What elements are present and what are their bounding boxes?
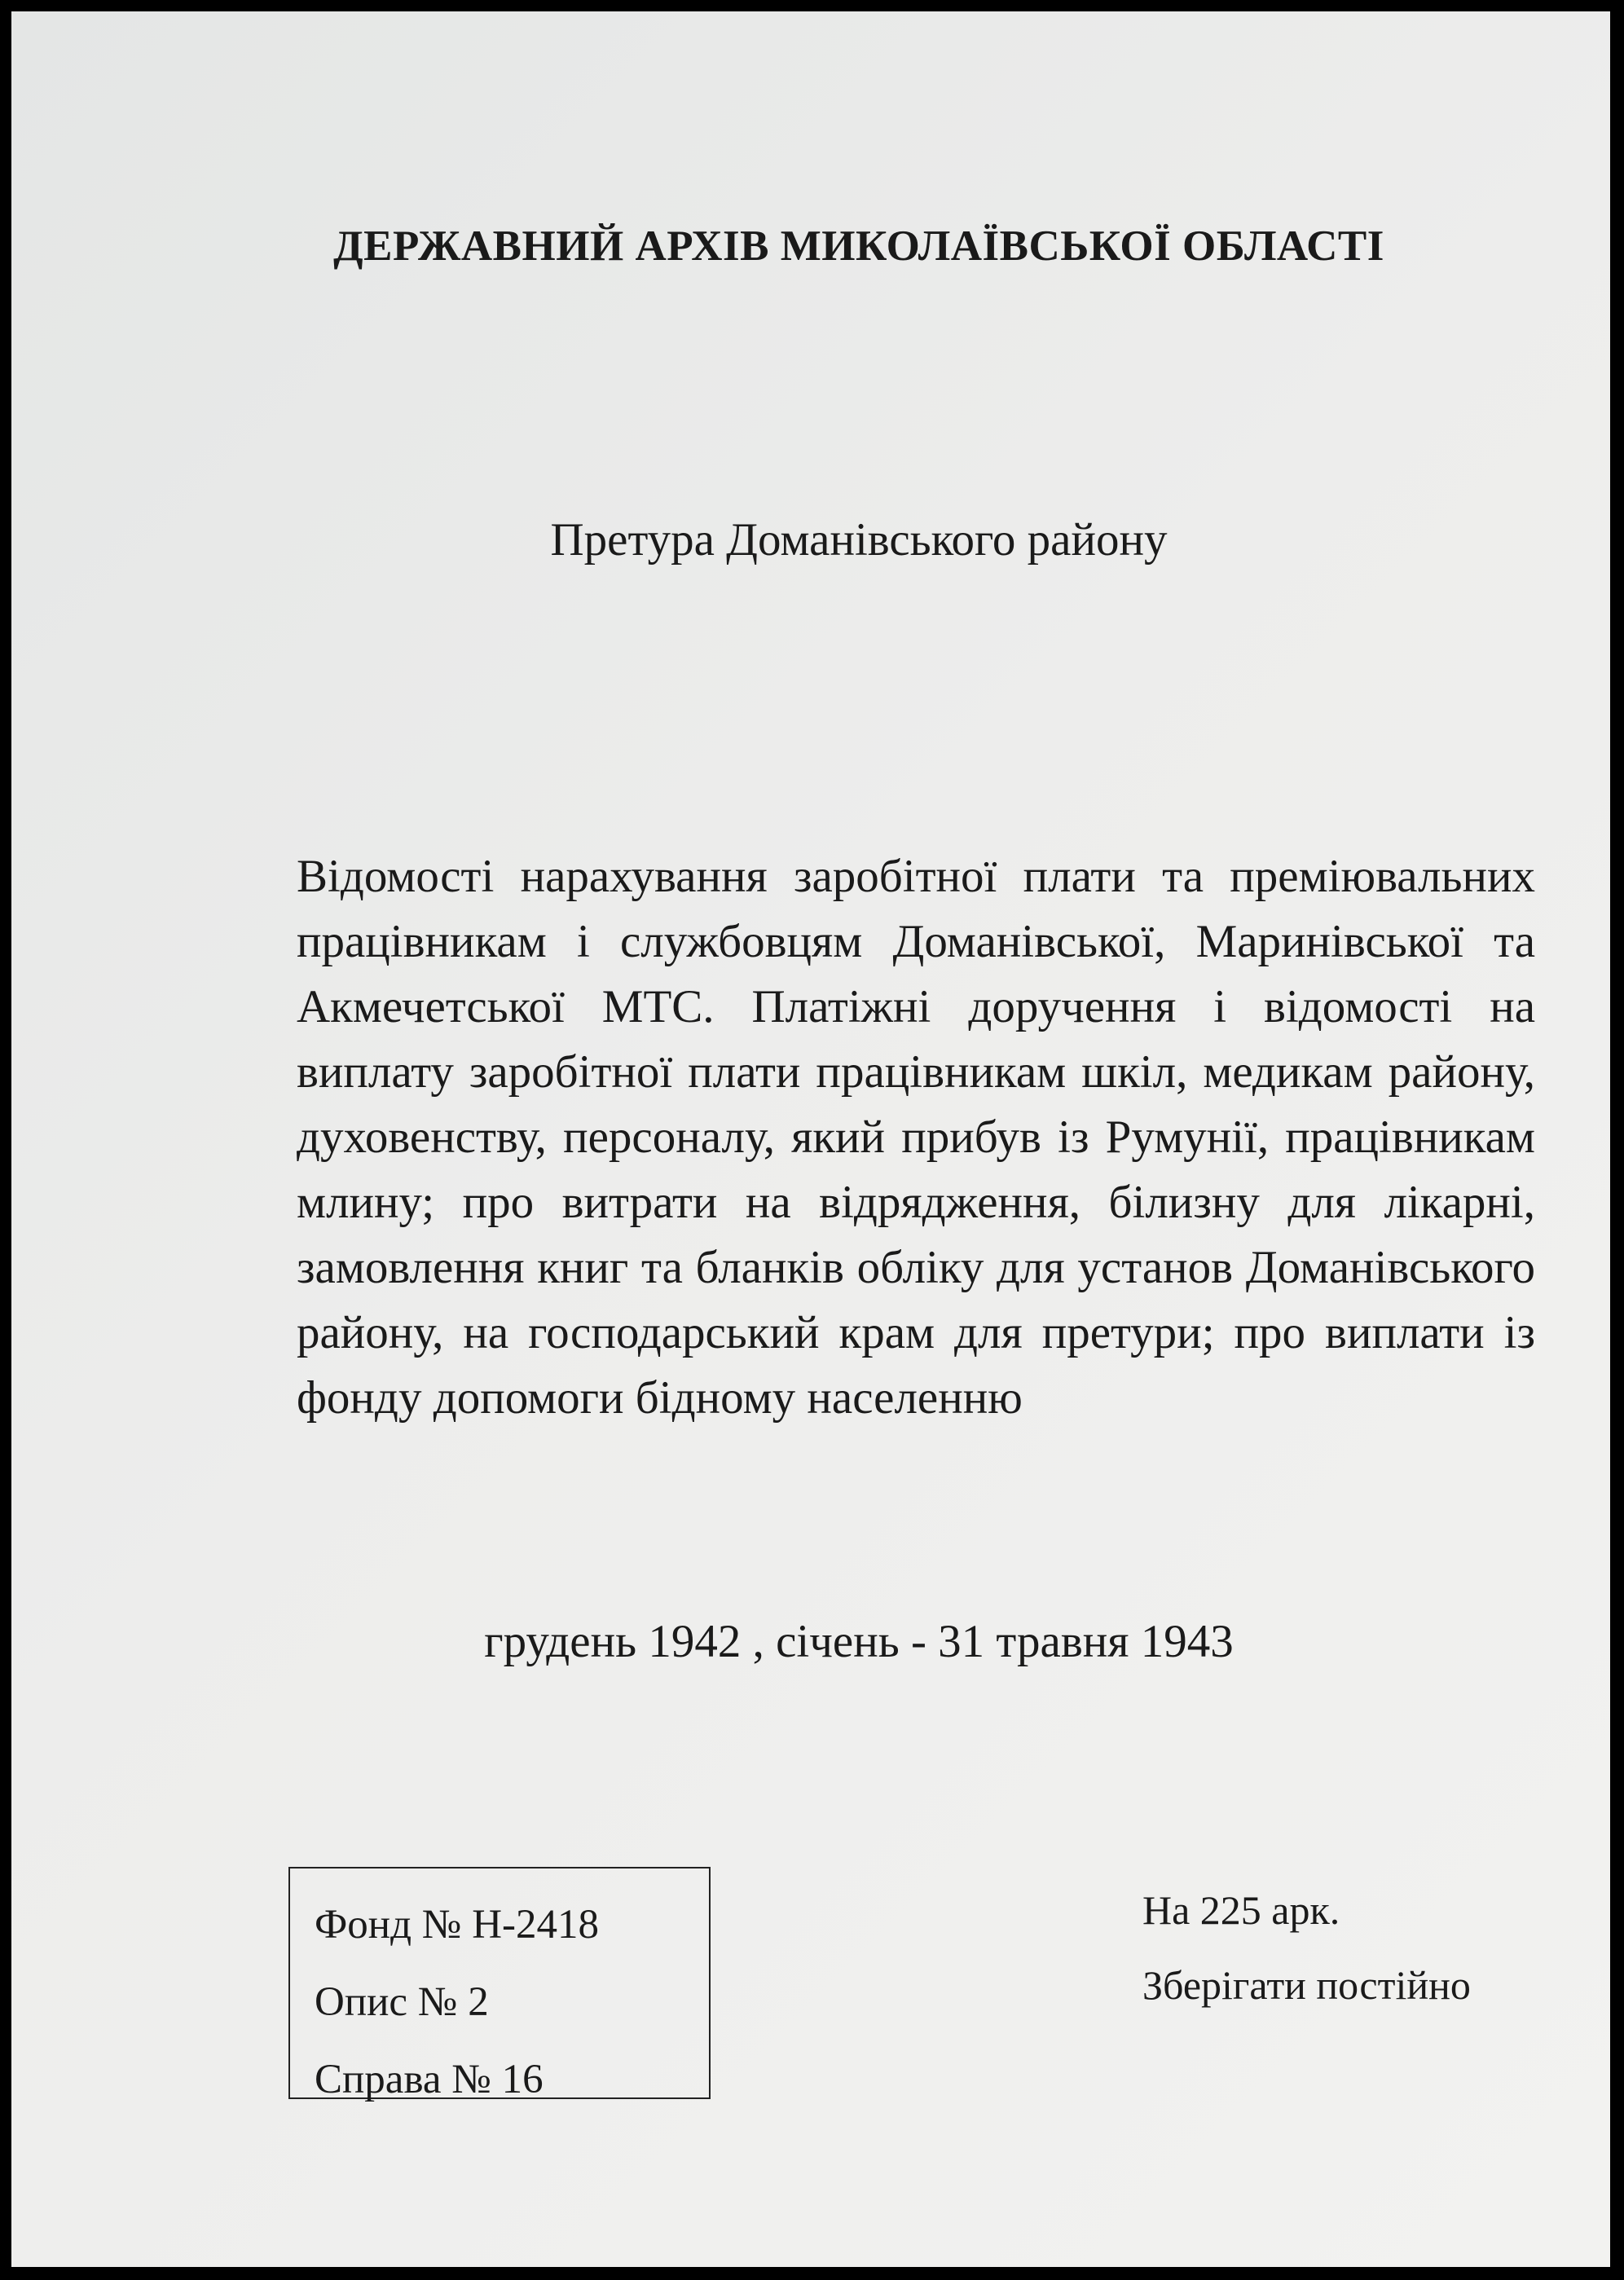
retention-period: Зберігати постійно: [1142, 1962, 1471, 2008]
case-description: Відомості нарахування заробітної плати та преміювальних працівникам і службовцям Доманівської, Маринівської та Акмечетської МТС. Платіжні доручення і відомості на виплату заробітної плати працівникам шкіл, медикам району, духовенству, персоналу, який прибув із Румунії, працівникам млину; про витрати на відрядження, білизну для лікарні, замовлення книг та бланків обліку для установ Доманівського району, на господарський крам для претури; про виплати із фонду допомоги бідному населенню: [297, 851, 1535, 1424]
institution-name: Претура Доманівського району: [550, 514, 1168, 566]
archive-title: ДЕРЖАВНИЙ АРХІВ МИКОЛАЇВСЬКОЇ ОБЛАСТІ: [333, 222, 1384, 270]
storage-notes: [1142, 1873, 1471, 2023]
opys-number: Опис № 2: [315, 1979, 489, 2025]
sheet-count: На 225 арк.: [1142, 1887, 1340, 1933]
fond-number: Фонд № Н-2418: [315, 1902, 600, 1948]
case-reference-box: [288, 1867, 711, 2102]
sprava-number: Справа № 16: [315, 2057, 544, 2102]
document-page: [11, 11, 1610, 2267]
date-range: грудень 1942 , січень - 31 травня 1943: [484, 1616, 1234, 1667]
